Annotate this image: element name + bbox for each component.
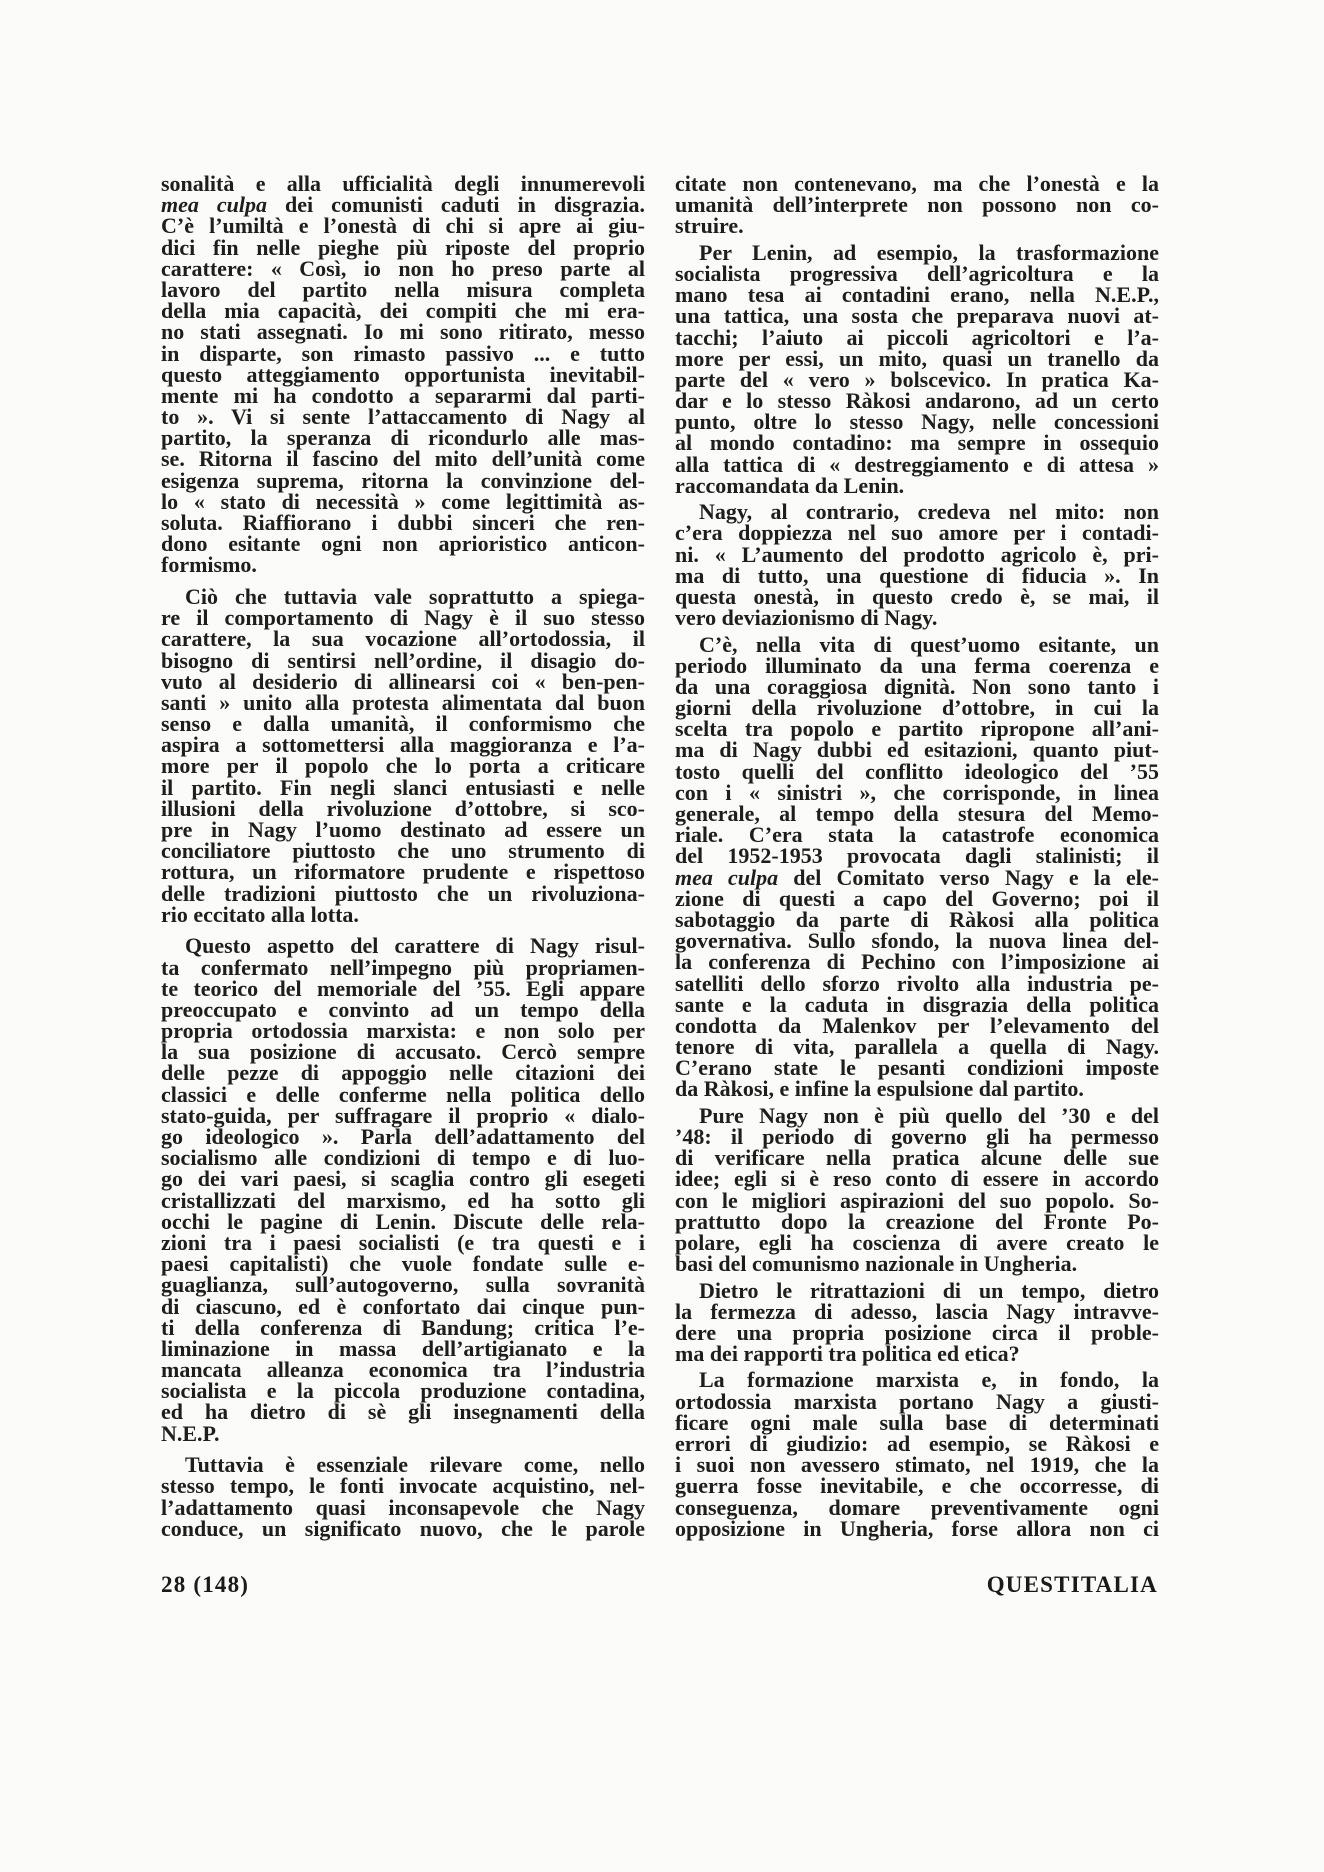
text-line: raccomandata da Lenin. (675, 472, 905, 498)
text-line: lo « stato di necessità » come legittimità as- (161, 488, 645, 514)
text-line: basi del comunismo nazionale in Ungheria. (675, 1251, 1078, 1277)
text-segment: del Comitato verso Nagy e la ele- (778, 864, 1159, 890)
text-line (675, 864, 1159, 890)
text-line: mancata alleanza economica tra l’industria (161, 1357, 645, 1383)
text-line: propria ortodossia marxista: e non solo per (161, 1018, 645, 1044)
text-line: preoccupato e convinto ad un tempo della (161, 996, 645, 1022)
text-line: opposizione in Ungheria, forse allora non ci (675, 1515, 1159, 1541)
text-line: ma di Nagy dubbi ed esitazioni, quanto piut- (675, 737, 1159, 763)
text-line: parte del « vero » bolscevico. In pratica Ka- (675, 366, 1159, 392)
text-line: lavoro del partito nella misura completa (161, 276, 645, 302)
text-line: sonalità e alla ufficialità degli innumerevoli (161, 171, 645, 196)
text-line: ed ha dietro di sè gli insegnamenti della (161, 1399, 645, 1425)
paragraph (675, 173, 1159, 237)
text-line: carattere, la sua vocazione all’ortodossia, il (161, 626, 645, 652)
text-line: umanità dell’interprete non possono non co- (675, 192, 1159, 218)
paragraph (161, 173, 645, 576)
text-line: ni. « L’aumento del prodotto agricolo è, pri- (675, 541, 1159, 567)
text-line: del 1952-1953 provocata dagli stalinisti; il (675, 843, 1159, 869)
text-line: se. Ritorna il fascino del mito dell’unità come (161, 446, 645, 472)
paragraph (161, 1454, 645, 1539)
text-line: di verificare nella pratica alcune delle sue (675, 1145, 1159, 1171)
text-line: santi » unito alla protesta alimentata dal buon (161, 689, 645, 715)
text-line: delle tradizioni piuttosto che un rivoluziona- (161, 880, 645, 906)
magazine-name: QUESTITALIA (986, 1572, 1158, 1597)
text-line: idee; egli si è reso conto di essere in accordo (675, 1166, 1159, 1192)
text-line: occhi le pagine di Lenin. Discute delle rela- (161, 1208, 645, 1234)
text-line: classici e delle conferme nella politica dello (161, 1081, 645, 1107)
text-line: rottura, un riformatore prudente e rispettoso (161, 859, 645, 885)
text-line: dici fin nelle pieghe più riposte del proprio (161, 234, 645, 260)
text-line: te teorico del memoriale del ’55. Egli appare (161, 975, 645, 1001)
text-line: c’era doppiezza nel suo amore per i contadi- (675, 520, 1159, 546)
text-line: scelta tra popolo e partito ripropone all’ani- (675, 716, 1159, 742)
text-line: dere una propria posizione circa il proble- (675, 1319, 1159, 1345)
text-line: C’è, nella vita di quest’uomo esitante, un (699, 631, 1159, 657)
text-line: con le migliori aspirazioni del suo popolo. So- (675, 1187, 1159, 1213)
text-line: alla tattica di « destreggiamento e di attesa » (675, 451, 1159, 477)
paragraph (675, 631, 1159, 1102)
text-line: la sua posizione di accusato. Cercò sempre (161, 1039, 645, 1065)
text-line: C’erano state le pesanti condizioni imposte (675, 1055, 1159, 1081)
text-line: formismo. (161, 552, 257, 578)
text-line: esigenza suprema, ritorna la convinzione del- (161, 467, 645, 493)
italic-text: mea culpa (161, 192, 268, 218)
text-line: re il comportamento di Nagy è il suo stesso (161, 605, 645, 631)
text-line: conseguenza, domare preventivamente ogni (675, 1494, 1159, 1520)
text-line: vero deviazionismo di Nagy. (675, 605, 938, 631)
text-line: tacchi; l’aiuto ai piccoli agricoltori e l’a- (675, 324, 1159, 350)
text-line: polare, egli ha coscienza di avere creato le (675, 1229, 1159, 1255)
text-line: more per il popolo che lo porta a criticare (161, 753, 645, 779)
text-line: ficare ogni male sulla base di determinati (675, 1409, 1159, 1435)
text-line: dar e lo stesso Ràkosi andarono, ad un certo (675, 388, 1159, 414)
text-line: satelliti dello sforzo rivolto alla industria pe- (675, 970, 1159, 996)
text-line: Ciò che tuttavia vale soprattutto a spiega- (185, 583, 645, 609)
paragraph (675, 1277, 1159, 1367)
text-line: la fermezza di adesso, lascia Nagy intravve- (675, 1298, 1159, 1324)
paragraph (675, 239, 1159, 498)
text-line: prattutto dopo la creazione del Fronte Po- (675, 1208, 1159, 1234)
text-line: C’è l’umiltà e l’onestà di chi si apre ai giu- (161, 213, 645, 239)
text-line: conduce, un significato nuovo, che le parole (161, 1515, 645, 1541)
text-line: stato-guida, per suffragare il proprio « dialo- (161, 1102, 645, 1128)
text-line: i suoi non avessero stimato, nel 1919, che la (675, 1452, 1159, 1478)
text-line: conciliatore piuttosto che uno strumento di (161, 838, 645, 864)
text-line: to ». Vi si sente l’attaccamento di Nagy al (161, 404, 645, 430)
text-line: ortodossia marxista portano Nagy a giusti- (675, 1388, 1159, 1414)
text-line: pre in Nagy l’uomo destinato ad essere un (161, 817, 645, 843)
text-line: governativa. Sullo sfondo, la nuova linea del- (675, 928, 1159, 954)
text-segment: dei comunisti caduti in disgrazia. (267, 192, 645, 218)
text-line: mano tesa ai contadini erano, nella N.E.P., (675, 282, 1159, 308)
text-line: partito, la speranza di ricondurlo alle mas- (161, 425, 645, 451)
text-line: al mondo contadino: ma sempre in ossequio (675, 430, 1159, 456)
text-line: con i « sinistri », che corrisponde, in linea (675, 779, 1159, 805)
text-line: senso e dalla umanità, il conformismo che (161, 711, 645, 737)
text-line: vuto al desiderio di allinearsi coi « ben-pen- (161, 668, 645, 694)
text-line: riale. C’era stata la catastrofe economica (675, 822, 1159, 848)
text-line: guaglianza, sull’autogoverno, sulla sovranità (161, 1272, 645, 1298)
text-line: condotta da Malenkov per l’elevamento del (675, 1012, 1159, 1038)
text-line: Questo aspetto del carattere di Nagy risul- (185, 933, 645, 959)
text-line: ma di tutto, una questione di fiducia ». In (675, 562, 1159, 588)
text-line: illusioni della rivoluzione d’ottobre, si sco- (161, 795, 645, 821)
text-line: zioni tra i paesi socialisti (e tra questi e i (161, 1229, 645, 1255)
paragraph (161, 935, 645, 1444)
page-number: 28 (148) (161, 1572, 250, 1597)
text-line (161, 192, 645, 218)
text-line: tosto quelli del conflitto ideologico del ’55 (675, 758, 1159, 784)
text-line: delle pezze di appoggio nelle citazioni dei (161, 1060, 645, 1086)
text-line: da Ràkosi, e infine la espulsione dal partito. (675, 1076, 1084, 1102)
text-line: questo atteggiamento opportunista inevitabil- (161, 361, 645, 387)
text-line: periodo illuminato da una ferma coerenza e (675, 652, 1159, 678)
text-line: la conferenza di Pechino con l’imposizione ai (675, 949, 1159, 975)
text-line: guerra fosse inevitabile, e che occorresse, di (675, 1473, 1159, 1499)
text-column-left (161, 173, 645, 1539)
text-line: l’adattamento quasi inconsapevole che Nagy (161, 1494, 645, 1520)
text-line: di ciascuno, ed è confortato dai cinque pun- (161, 1293, 645, 1319)
text-line: socialista progressiva dell’agricoltura e la (675, 260, 1159, 286)
text-line: aspira a sottomettersi alla maggioranza e l’a- (161, 732, 645, 758)
text-line: dono esitante ogni non aprioristico anticon- (161, 531, 645, 557)
text-line: Dietro le ritrattazioni di un tempo, dietro (699, 1277, 1159, 1303)
text-line: punto, oltre lo stesso Nagy, nelle concessioni (675, 409, 1159, 435)
text-line: Tuttavia è essenziale rilevare come, nello (185, 1452, 645, 1478)
text-column-right (675, 173, 1159, 1539)
text-line: Nagy, al contrario, credeva nel mito: non (699, 499, 1159, 525)
text-line: La formazione marxista e, in fondo, la (699, 1367, 1159, 1393)
text-line: ma dei rapporti tra politica ed etica? (675, 1341, 1020, 1367)
text-line: giorni della rivoluzione d’ottobre, in cui la (675, 695, 1159, 721)
paragraph (675, 1369, 1159, 1539)
paragraph (161, 583, 645, 927)
text-line: go dei vari paesi, si scaglia contro gli esegeti (161, 1166, 645, 1192)
text-line: zione di questi a capo del Governo; poi il (675, 885, 1159, 911)
text-line: errori di giudizio: ad esempio, se Ràkosi e (675, 1431, 1159, 1456)
text-line: ti della conferenza di Bandung; critica l’e- (161, 1314, 645, 1340)
text-line: della mia capacità, dei compiti che mi era- (161, 298, 645, 324)
text-line: una tattica, una sosta che preparava nuovi at- (675, 303, 1159, 329)
text-line: mente mi ha condotto a separarmi dal parti- (161, 382, 645, 408)
text-line: in disparte, son rimasto passivo ... e tutto (161, 340, 645, 366)
text-line: liminazione in massa dell’artigianato e la (161, 1335, 645, 1361)
text-line: cristallizzati del marxismo, ed ha sotto gli (161, 1187, 645, 1213)
text-line: sante e la caduta in disgrazia della politica (675, 991, 1159, 1017)
text-line: da una coraggiosa dignità. Non sono tanto i (675, 673, 1159, 699)
text-line: struire. (675, 213, 744, 239)
text-line: ta confermato nell’impegno più propriamen- (161, 954, 645, 980)
text-line: socialista e la piccola produzione contadina, (161, 1378, 645, 1404)
text-line: il partito. Fin negli slanci entusiasti e nelle (161, 774, 645, 800)
text-line: rio eccitato alla lotta. (161, 901, 359, 927)
paragraph (675, 1102, 1159, 1277)
text-line: N.E.P. (161, 1420, 220, 1446)
text-line: soluta. Riaffiorano i dubbi sinceri che ren- (161, 510, 645, 535)
text-line: carattere: « Così, io non ho preso parte al (161, 255, 645, 281)
paragraph (675, 499, 1159, 631)
text-line: citate non contenevano, ma che l’onestà e la (675, 171, 1159, 196)
text-line: no stati assegnati. Io mi sono ritirato, messo (161, 319, 645, 345)
text-line: ’48: il periodo di governo gli ha permesso (675, 1124, 1159, 1149)
text-line: go ideologico ». Parla dell’adattamento del (161, 1124, 645, 1150)
text-line: bisogno di sentirsi nell’ordine, il disagio do- (161, 647, 645, 673)
text-line: paesi capitalisti) che vuole fondate sulle e- (161, 1251, 645, 1277)
text-line: Per Lenin, ad esempio, la trasformazione (699, 239, 1159, 265)
text-line: more per essi, un mito, quasi un tranello da (675, 345, 1159, 371)
text-line: questa onestà, in questo credo è, se mai, il (675, 583, 1159, 609)
text-line: tenore di vita, parallela a quella di Nagy. (675, 1034, 1159, 1060)
text-line: socialismo alle condizioni di tempo e di luo- (161, 1145, 645, 1171)
text-line: sabotaggio da parte di Ràkosi alla politica (675, 906, 1159, 932)
text-line: generale, al tempo della stesura del Memo- (675, 801, 1159, 826)
text-line: stesso tempo, le fonti invocate acquistino, nel- (161, 1473, 645, 1499)
text-line: Pure Nagy non è più quello del ’30 e del (699, 1102, 1159, 1128)
italic-text: mea culpa (675, 864, 779, 890)
